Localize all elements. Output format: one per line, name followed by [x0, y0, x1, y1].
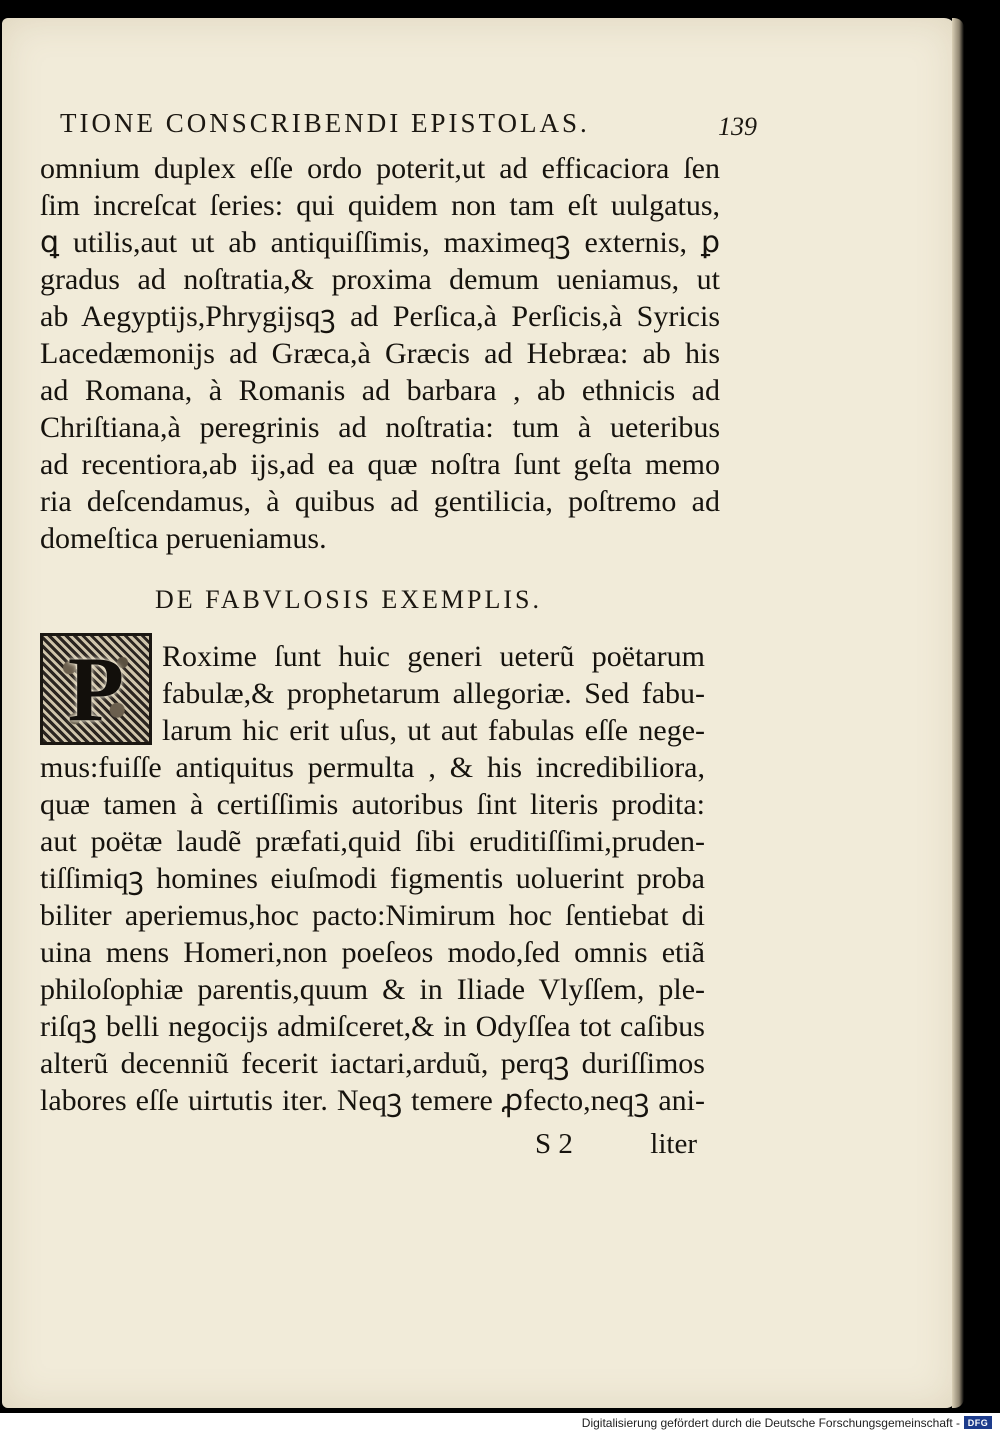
- catchword: liter: [650, 1128, 697, 1160]
- drop-cap-letter: P: [67, 638, 125, 740]
- section-heading: DE FABVLOSIS EXEMPLIS.: [155, 585, 542, 614]
- text-line: alterũ decenniũ fecerit iactari,arduũ, perqꝫ duriſſimos: [40, 1047, 705, 1080]
- text-line: mus:fuiſſe antiquitus permulta , & his incredibiliora,: [40, 751, 705, 784]
- text-line: aut poëtæ laudẽ præfati,quid ſibi eruditiſſimi,pruden-: [40, 825, 705, 858]
- text-line: philoſophiæ parentis,quum & in Iliade Vlyſſem, ple-: [40, 973, 705, 1006]
- page-edge: [952, 18, 964, 1408]
- text-line: omnium duplex eſſe ordo poterit,ut ad efficaciora ſen: [40, 152, 720, 185]
- text-line: ꝗ utilis,aut ut ab antiquiſſimis, maximeqꝫ externis, ꝑ: [40, 226, 720, 259]
- text-line: fabulæ,& prophetarum allegoriæ. Sed fabu-: [162, 677, 705, 710]
- page-footer: [40, 1128, 705, 1168]
- text-line: biliter aperiemus,hoc pacto:Nimirum hoc ſentiebat di: [40, 899, 705, 932]
- text-line: ad Romana, à Romanis ad barbara , ab ethnicis ad: [40, 374, 720, 407]
- paragraph-1: [40, 150, 720, 557]
- text-line: labores eſſe uirtutis iter. Neqꝫ temere ꝓfecto,neqꝫ ani-: [40, 1084, 705, 1117]
- page-number: 139: [718, 112, 757, 141]
- text-line: riſqꝫ belli negocijs admiſceret,& in Odyſſea tot caſibus: [40, 1010, 705, 1043]
- text-line: Chriſtiana,à peregrinis ad noſtratia: tum à ueteribus: [40, 411, 720, 444]
- text-line: ab Aegyptijs,Phrygijsqꝫ ad Perſica,à Perſicis,à Syricis: [40, 300, 720, 333]
- text-line: domeſtica perueniamus.: [40, 522, 327, 555]
- credit-bar: [0, 1413, 1000, 1433]
- text-line: Lacedæmonijs ad Græca,à Græcis ad Hebræa: ab his: [40, 337, 720, 370]
- text-line: quæ tamen à certiſſimis autoribus ſint literis prodita:: [40, 788, 705, 821]
- text-line: uina mens Homeri,non poeſeos modo,ſed omnis etiã: [40, 936, 705, 969]
- text-line: larum hic erit uſus, ut aut fabulas eſſe nege-: [162, 714, 705, 747]
- text-line: tiſſimiqꝫ homines eiuſmodi figmentis uoluerint proba: [40, 862, 705, 895]
- dfg-logo: DFG: [964, 1416, 992, 1429]
- paragraph-2: [40, 638, 705, 1119]
- credit-text: Digitalisierung gefördert durch die Deutsche Forschungsgemeinschaft -: [581, 1416, 960, 1430]
- text-line: ria deſcendamus, à quibus ad gentilicia, poſtremo ad: [40, 485, 720, 518]
- text-line: ad recentiora,ab ijs,ad ea quæ noſtra ſunt geſta memo: [40, 448, 720, 481]
- text-line: gradus ad noſtratia,& proxima demum ueniamus, ut: [40, 263, 720, 296]
- text-line: Roxime ſunt huic generi ueterũ poëtarum: [162, 640, 705, 673]
- signature-mark: S 2: [535, 1128, 573, 1160]
- text-line: ſim increſcat ſeries: qui quidem non tam eſt uulgatus,: [40, 189, 720, 222]
- running-head: TIONE CONSCRIBENDI EPISTOLAS.: [60, 108, 590, 138]
